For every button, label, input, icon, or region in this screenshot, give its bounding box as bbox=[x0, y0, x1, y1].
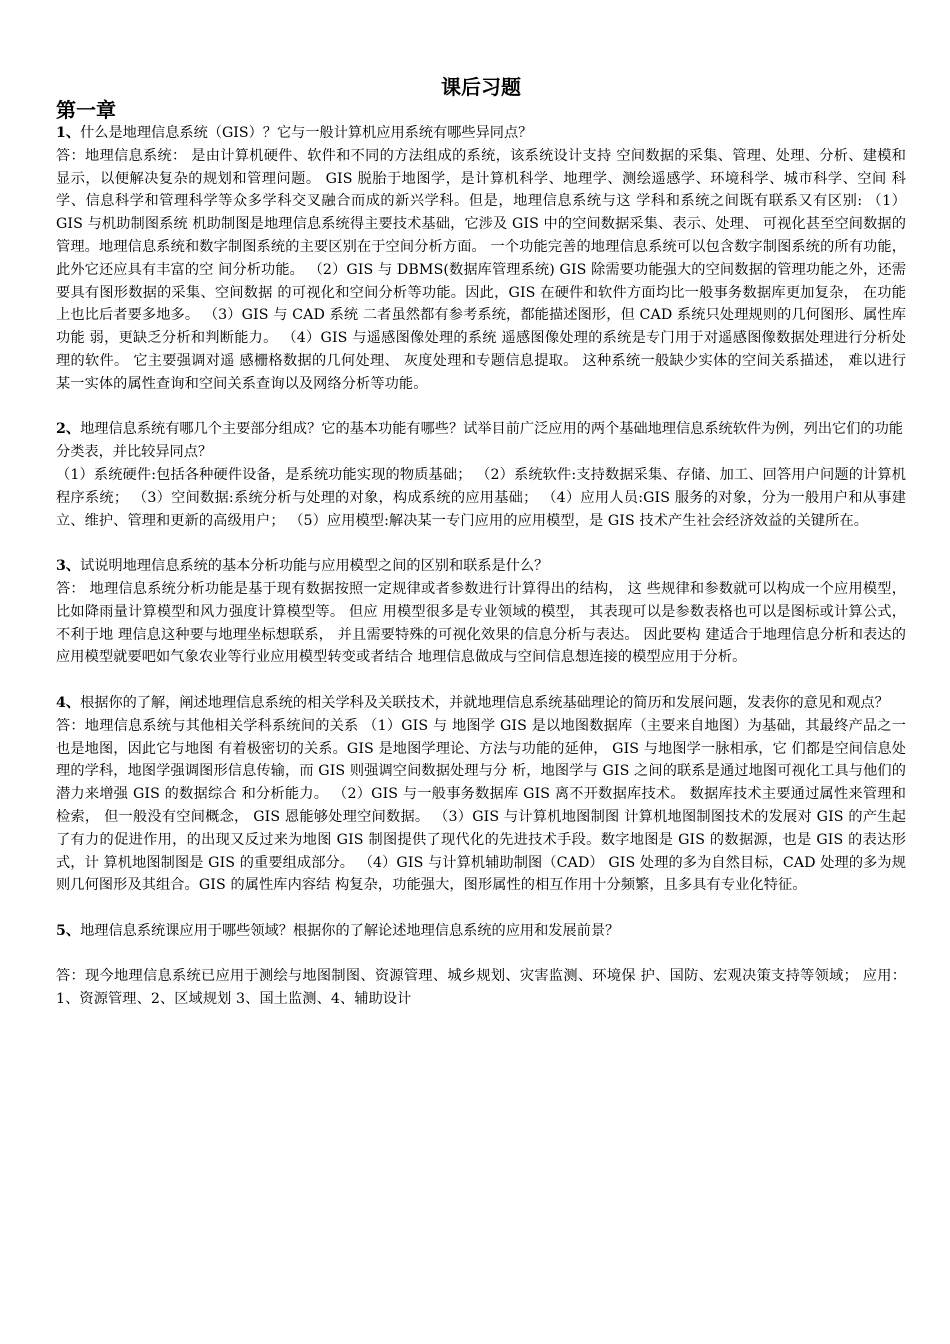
answer-text: 答：地理信息系统： 是由计算机硬件、软件和不同的方法组成的系统，该系统设计支持 空间数据的采集、管理、处理、分析、建模和显示，以便解决复杂的规划和管理问题。 GIS 脱胎于地图学，是计算机科学、地理学、测绘遥感学、环境科学、城市科学、空间 科学、信息科学和管理科学等众多学科交叉融合而成的新兴学科。但是，地理信息系统与这 学科和系统之间既有联系又有区别: （1） GIS 与机助制图系统 机助制图是地理信息系统得主要技术基础，它涉及 GIS 中的空间数据采集、表示、处理、 可视化甚至空间数据的管理。地理信息系统和数字制图系统的主要区别在于空间分析方面。 一个功能完善的地理信息系统可以包含数字制图系统的所有功能， 此外它还应具有丰富的空 间分析功能。 （2）GIS 与 DBMS(数据库管理系统) GIS 除需要功能强大的空间数据的管理功能之外，还需要具有图形数据的采集、空间数据 的可视化和空间分析等功能。因此，GIS 在硬件和软件方面均比一般事务数据库更加复杂， 在功能上也比后者要多地多。 （3）GIS 与 CAD 系统 二者虽然都有参考系统，都能描述图形，但 CAD 系统只处理规则的几何图形、属性库功能 弱，更缺乏分析和判断能力。 （4）GIS 与遥感图像处理的系统 遥感图像处理的系统是专门用于对遥感图像数据处理进行分析处理的软件。 它主要强调对遥 感栅格数据的几何处理、 灰度处理和专题信息提取。 这种系统一般缺少实体的空间关系描述， 难以进行某一实体的属性查询和空间关系查询以及网络分析等功能。 bbox=[56, 147, 906, 392]
question-prompt: 根据你的了解，阐述地理信息系统的相关学科及关联技术，并就地理信息系统基础理论的简历和发展问题，发表你的意见和观点？ bbox=[80, 694, 889, 711]
question-separator: 、 bbox=[65, 922, 81, 939]
chapter-heading: 第一章 bbox=[56, 98, 116, 122]
document-page bbox=[56, 72, 906, 1011]
question-text bbox=[56, 555, 906, 578]
spacer bbox=[56, 943, 906, 966]
question-3 bbox=[56, 555, 906, 669]
question-prompt: 地理信息系统有哪几个主要部分组成？它的基本功能有哪些？试举目前广泛应用的两个基础地理信息系统软件为例，列出它们的功能分类表，并比较异同点？ bbox=[56, 421, 903, 461]
question-5 bbox=[56, 920, 906, 1011]
question-2 bbox=[56, 418, 906, 532]
question-text bbox=[56, 122, 906, 145]
question-number: 3 bbox=[56, 558, 66, 575]
question-number: 2 bbox=[56, 421, 66, 438]
question-text bbox=[56, 920, 906, 943]
answer-text: 答：地理信息系统与其他相关学科系统间的关系 （1）GIS 与 地图学 GIS 是以地图数据库（主要来自地图）为基础，其最终产品之一也是地图，因此它与地图 有着极密切的关系。GIS 是地图学理论、方法与功能的延伸， GIS 与地图学一脉相承，它 们都是空间信息处理的学科，地图学强调图形信息传输，而 GIS 则强调空间数据处理与分 析，地图学与 GIS 之间的联系是通过地图可视化工具与他们的潜力来增强 GIS 的数据综合 和分析能力。 （2）GIS 与一般事务数据库 GIS 离不开数据库技术。 数据库技术主要通过属性来管理和检索， 但一般没有空间概念， GIS 恩能够处理空间数据。 （3）GIS 与计算机地图制图 计算机地图制图技术的发展对 GIS 的产生起了有力的促进作用，的出现又反过来为地图 GIS 制图提供了现代化的先进技术手段。数字地图是 GIS 的数据源，也是 GIS 的表达形式，计 算机地图制图是 GIS 的重要组成部分。 （4）GIS 与计算机辅助制图（CAD） GIS 处理的多为自然目标，CAD 处理的多为规则几何图形及其组合。GIS 的属性库内容结 构复杂，功能强大，图形属性的相互作用十分频繁，且多具有专业化特征。 bbox=[56, 717, 906, 894]
question-text bbox=[56, 418, 906, 464]
spacer bbox=[56, 669, 906, 692]
question-prompt: 什么是地理信息系统（GIS）？它与一般计算机应用系统有哪些异同点？ bbox=[80, 125, 533, 141]
answer-text: 答： 地理信息系统分析功能是基于现有数据按照一定规律或者参数进行计算得出的结构， 这 些规律和参数就可以构成一个应用模型， 比如降雨量计算模型和风力强度计算模型等。 但应 用模型很多是专业领域的模型， 其表现可以是参数表格也可以是图标或计算公式， 不利于地 理信息这种要与地理坐标想联系， 并且需要特殊的可视化效果的信息分析与表达。 因此要构 建适合于地理信息分析和表达的应用模型就要吧如气象农业等行业应用模型转变或者结合 地理信息做成与空间信息想连接的模型应用于分析。 bbox=[56, 580, 906, 666]
question-prompt: 试说明地理信息系统的基本分析功能与应用模型之间的区别和联系是什么？ bbox=[80, 558, 549, 575]
question-number: 1 bbox=[56, 125, 66, 141]
spacer bbox=[56, 897, 906, 920]
question-1 bbox=[56, 122, 906, 396]
document-title: 课后习题 bbox=[441, 75, 521, 99]
question-4 bbox=[56, 692, 906, 897]
question-prompt: 地理信息系统课应用于哪些领域？根据你的了解论述地理信息系统的应用和发展前景？ bbox=[80, 922, 620, 939]
question-separator: 、 bbox=[65, 125, 81, 141]
spacer bbox=[56, 532, 906, 555]
spacer bbox=[56, 396, 906, 419]
question-separator: 、 bbox=[65, 558, 81, 575]
answer-text: 答：现今地理信息系统已应用于测绘与地图制图、资源管理、城乡规划、灾害监测、环境保 护、国防、宏观决策支持等领域； 应用：1、资源管理、2、区域规划 3、国土监测、4、辅助设计 bbox=[56, 968, 906, 1008]
question-separator: 、 bbox=[65, 421, 81, 438]
question-separator: 、 bbox=[65, 694, 81, 711]
answer-text: （1）系统硬件:包括各种硬件设备，是系统功能实现的物质基础； （2）系统软件:支持数据采集、存储、加工、回答用户问题的计算机程序系统； （3）空间数据:系统分析与处理的对象，构成系统的应用基础； （4）应用人员:GIS 服务的对象，分为一般用户和从事建立、维护、管理和更新的高级用户； （5）应用模型:解决某一专门应用的应用模型，是 GIS 技术产生社会经济效益的关键所在。 bbox=[56, 466, 906, 529]
question-number: 5 bbox=[56, 922, 66, 939]
question-number: 4 bbox=[56, 694, 66, 711]
question-text bbox=[56, 692, 906, 715]
